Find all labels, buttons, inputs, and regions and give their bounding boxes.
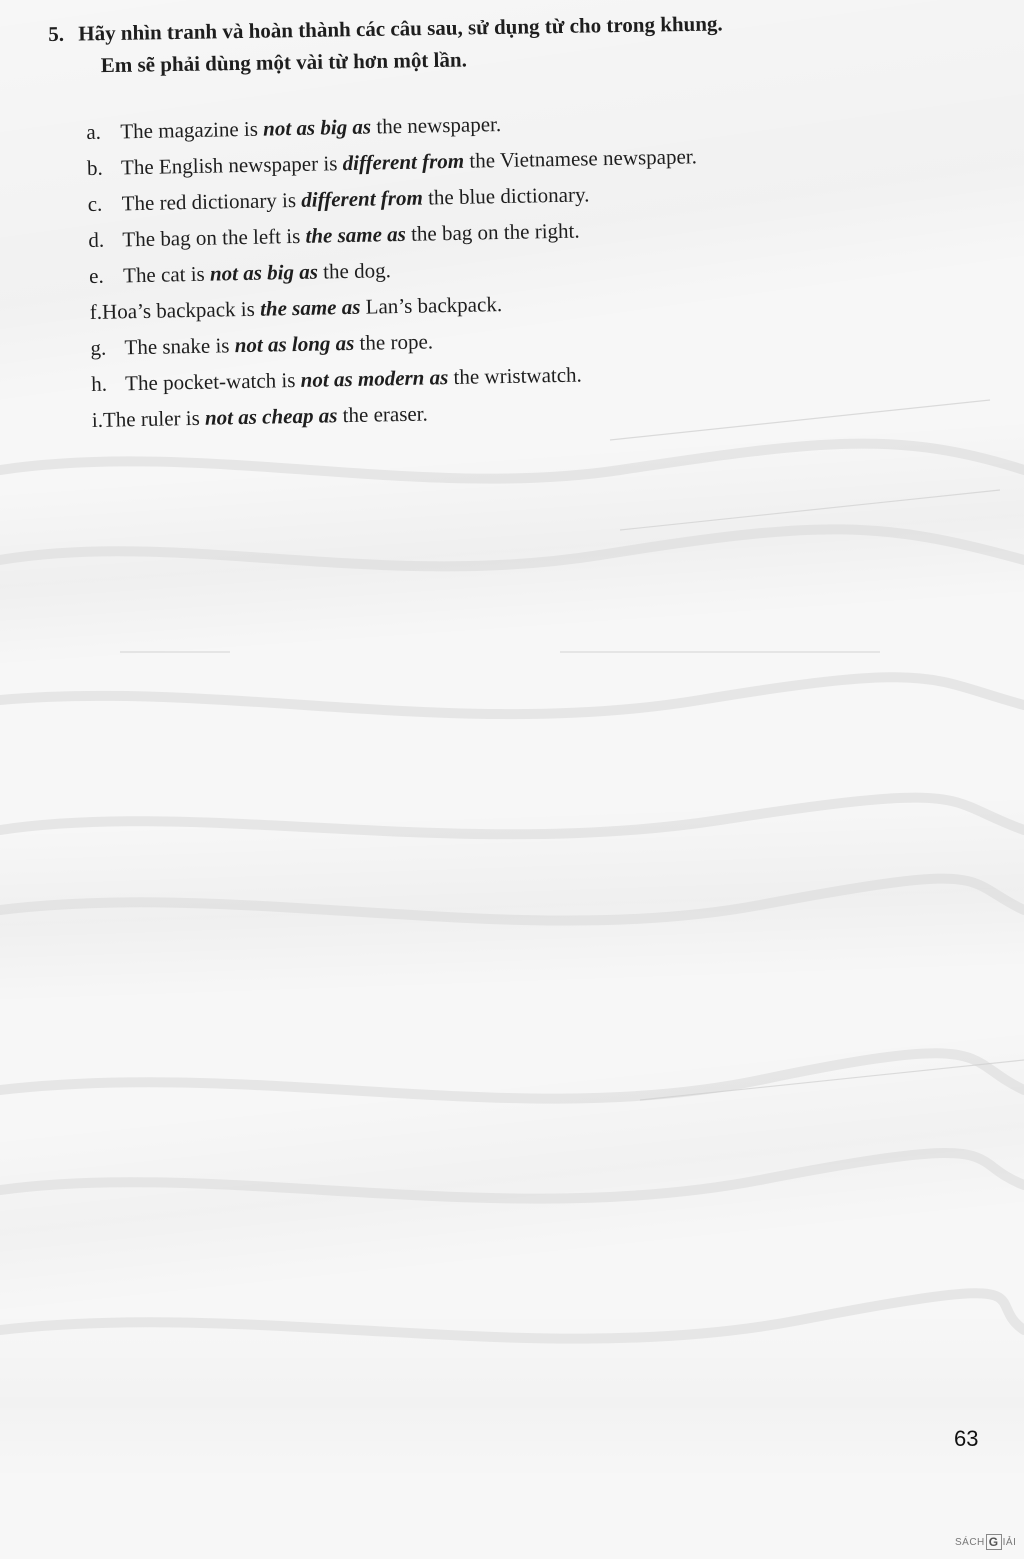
answer-text-after: the newspaper. (370, 112, 502, 139)
answer-text-after: the Vietnamese newspaper. (463, 144, 698, 173)
answer-text-before: The magazine is (120, 116, 264, 144)
instruction-line-2: Em sẽ phải dùng một vài từ hơn một lần. (100, 47, 468, 78)
answer-text-before: The ruler is (102, 405, 206, 432)
answer-marker: d. (88, 227, 105, 252)
answer-text-after: the bag on the right. (405, 218, 580, 246)
answer-marker: e. (88, 263, 104, 288)
answer-marker: c. (87, 191, 103, 216)
answer-phrase: the same as (259, 294, 361, 321)
answer-phrase: not as big as (262, 114, 372, 141)
answer-marker: i. (91, 407, 104, 432)
watermark-logo (955, 1534, 1016, 1550)
answer-text-before: The red dictionary is (121, 187, 302, 216)
answer-marker: f. (89, 299, 103, 324)
instruction-line-1: Hãy nhìn tranh và hoàn thành các câu sau, sử dụng từ cho trong khung. (78, 11, 723, 46)
answer-phrase: not as modern as (300, 365, 449, 392)
answer-text-before: The cat is (122, 261, 211, 288)
watermark-box-letter: G (986, 1534, 1002, 1550)
answer-text-after: the rope. (354, 329, 434, 355)
answer-text-before: The snake is (124, 333, 235, 360)
answer-phrase: not as cheap as (204, 403, 338, 430)
answer-text-before: The pocket-watch is (124, 367, 301, 396)
answer-phrase: different from (342, 148, 465, 176)
watermark-text-left: SÁCH (955, 1536, 985, 1548)
answer-text-after: the eraser. (337, 401, 428, 428)
answer-marker: b. (86, 155, 104, 180)
answer-text-after: the blue dictionary. (422, 182, 590, 210)
answer-marker: a. (86, 119, 102, 144)
answer-phrase: not as long as (234, 330, 355, 358)
answer-text-before: Hoa’s backpack is (101, 296, 261, 324)
page-number: 63 (954, 1426, 979, 1451)
answer-phrase: not as big as (209, 259, 319, 286)
watermark-text-right: IẢI (1002, 1536, 1017, 1548)
answer-phrase: different from (301, 185, 424, 212)
answer-text-after: the wristwatch. (448, 362, 583, 390)
answer-text-before: The bag on the left is (122, 223, 306, 252)
answer-text-after: the dog. (317, 258, 392, 284)
answer-list (86, 98, 932, 438)
answer-phrase: the same as (305, 221, 407, 248)
answer-text-after: Lan’s backpack. (360, 292, 503, 319)
answer-marker: h. (90, 371, 108, 396)
answer-text-before: The English newspaper is (120, 151, 343, 180)
answer-marker: g. (90, 335, 107, 360)
exercise-number: 5. (48, 21, 65, 46)
